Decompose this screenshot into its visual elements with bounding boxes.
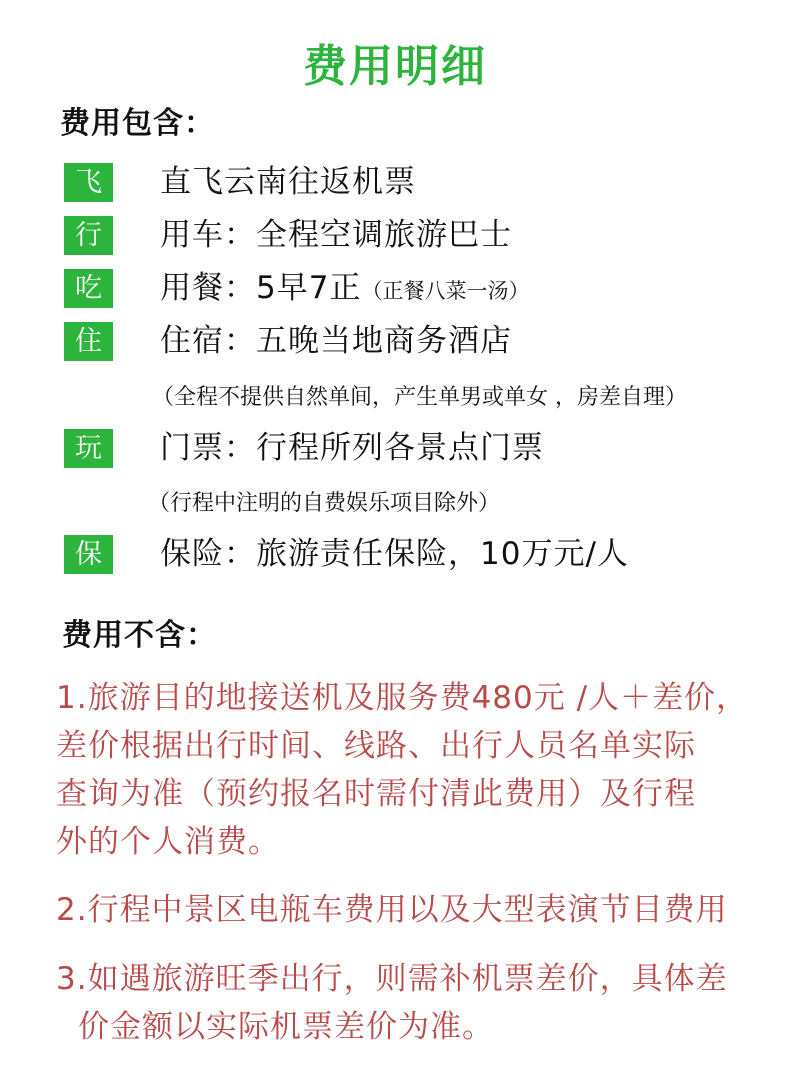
included-item-text: 保险：旅游责任保险，10万元/人 — [160, 536, 629, 572]
excluded-item-1 — [56, 674, 776, 866]
meals-extra: （正餐八菜一汤） — [361, 279, 530, 303]
excluded-line: 外的个人消费。 — [56, 824, 280, 860]
excluded-line: 1.旅游目的地接送机及服务费480元 /人＋差价， — [56, 680, 749, 716]
included-item-text: 直飞云南往返机票 — [160, 164, 416, 200]
included-item-text: 住宿：五晚当地商务酒店 — [160, 323, 512, 359]
excluded-heading: 费用不含： — [62, 618, 217, 653]
included-item-flight — [0, 163, 790, 207]
excluded-line: 差价根据出行时间、线路、出行人员名单实际 — [56, 728, 696, 764]
badge-insurance: 保 — [64, 535, 113, 574]
excluded-line: 2.行程中景区电瓶车费用以及大型表演节目费用 — [56, 892, 728, 928]
badge-flight: 飞 — [64, 163, 113, 202]
excluded-line: 3.如遇旅游旺季出行，则需补机票差价，具体差 — [56, 961, 728, 997]
page-title: 费用明细 — [303, 41, 487, 92]
tickets-note: （行程中注明的自费娱乐项目除外） — [148, 491, 501, 516]
included-item-meals — [0, 269, 790, 313]
excluded-line: 查询为准（预约报名时需付清此费用）及行程 — [56, 776, 696, 812]
included-item-text: 门票：行程所列各景点门票 — [160, 430, 544, 466]
excluded-item-2 — [56, 886, 776, 934]
included-item-text: 用车：全程空调旅游巴士 — [160, 217, 512, 253]
included-heading: 费用包含： — [60, 106, 215, 141]
badge-tickets: 玩 — [64, 429, 113, 468]
badge-transport: 行 — [64, 216, 113, 255]
included-item-lodging — [0, 322, 790, 366]
included-item-text — [160, 269, 529, 311]
included-item-tickets — [0, 429, 790, 473]
meals-label: 用餐：5早7正 — [160, 270, 362, 306]
badge-meals: 吃 — [64, 269, 113, 308]
included-item-insurance — [0, 535, 790, 579]
included-item-transport — [0, 216, 790, 260]
lodging-note: （全程不提供自然单间，产生单男或单女 ，房差自理） — [152, 385, 687, 410]
excluded-item-3 — [56, 955, 776, 1051]
excluded-line: 价金额以实际机票差价为准。 — [78, 1009, 494, 1045]
badge-lodging: 住 — [64, 322, 113, 361]
